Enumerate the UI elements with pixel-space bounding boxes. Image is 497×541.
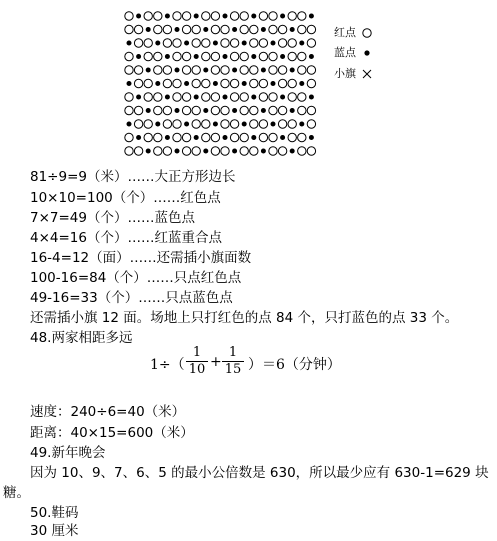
red-point [288, 52, 296, 60]
red-point [307, 147, 315, 155]
red-point [182, 93, 190, 101]
problem-50-title: 50.鞋码 [30, 505, 79, 521]
blue-point [175, 149, 180, 154]
blue-point [136, 14, 141, 19]
red-point [202, 12, 210, 20]
red-point [259, 79, 267, 87]
blue-point [251, 54, 256, 59]
formula-suffix: ）＝6（分钟） [248, 357, 341, 373]
red-point [307, 66, 315, 74]
red-point [144, 133, 152, 141]
red-point [182, 147, 190, 155]
problem-50-answer: 30 厘米 [30, 523, 79, 539]
fraction-1-numerator: 1 [186, 345, 208, 362]
blue-point [271, 81, 276, 86]
blue-point [194, 54, 199, 59]
red-point [134, 39, 142, 47]
blue-point [280, 14, 285, 19]
red-point [240, 12, 248, 20]
red-point [202, 39, 210, 47]
blue-point [155, 122, 160, 127]
blue-point [165, 54, 170, 59]
red-point [298, 25, 306, 33]
red-point [221, 120, 229, 128]
red-point [211, 52, 219, 60]
red-point [163, 39, 171, 47]
red-point [211, 66, 219, 74]
red-point [278, 39, 286, 47]
blue-point [261, 149, 266, 154]
red-point [182, 52, 190, 60]
blue-point [223, 95, 228, 100]
red-point [221, 66, 229, 74]
blue-point [232, 108, 237, 113]
red-point [240, 93, 248, 101]
red-point [250, 79, 258, 87]
blue-point [261, 68, 266, 73]
blue-point [127, 41, 132, 46]
red-point [144, 39, 152, 47]
blue-point [184, 41, 189, 46]
answer-line: 还需插小旗 12 面。场地上只打红色的点 84 个，只打蓝色的点 33 个。 [30, 310, 459, 326]
red-point [259, 52, 267, 60]
red-point [240, 147, 248, 155]
red-point [221, 25, 229, 33]
red-point [192, 66, 200, 74]
solution-line-6: 100-16=84（个）……只点红色点 [30, 270, 242, 286]
red-point [173, 39, 181, 47]
red-point [288, 12, 296, 20]
fraction-2-denominator: 15 [224, 362, 242, 377]
blue-point [232, 149, 237, 154]
red-point [250, 66, 258, 74]
red-point [278, 66, 286, 74]
red-point [307, 25, 315, 33]
blue-point [280, 135, 285, 140]
red-point [221, 39, 229, 47]
red-point [192, 147, 200, 155]
red-point [259, 12, 267, 20]
fraction-one-fifteenth [222, 345, 244, 378]
red-point [240, 52, 248, 60]
red-point [134, 25, 142, 33]
blue-point [232, 68, 237, 73]
blue-point [290, 108, 295, 113]
blue-point [242, 122, 247, 127]
solution-line-1: 81÷9=9（米）……大正方形边长 [30, 169, 236, 185]
problem-49-text-end: 糖。 [3, 485, 30, 501]
red-point [211, 133, 219, 141]
blue-point [175, 27, 180, 32]
blue-point [136, 54, 141, 59]
blue-point [242, 41, 247, 46]
red-point [125, 25, 133, 33]
red-point [182, 66, 190, 74]
blue-point [290, 68, 295, 73]
fraction-1-denominator: 10 [188, 362, 206, 377]
red-point [154, 66, 162, 74]
blue-point [136, 135, 141, 140]
blue-point [127, 81, 132, 86]
red-point [240, 133, 248, 141]
red-point [298, 106, 306, 114]
red-point [250, 25, 258, 33]
red-point [144, 12, 152, 20]
blue-point [194, 14, 199, 19]
blue-point [175, 108, 180, 113]
blue-point [271, 122, 276, 127]
red-point [230, 39, 238, 47]
blue-point [165, 14, 170, 19]
red-point [202, 52, 210, 60]
solution-line-7: 49-16=33（个）……只点蓝色点 [30, 290, 233, 306]
red-point [163, 66, 171, 74]
blue-point [261, 108, 266, 113]
blue-point [184, 122, 189, 127]
red-point [134, 79, 142, 87]
red-point [163, 25, 171, 33]
red-point [269, 147, 277, 155]
red-point [298, 12, 306, 20]
blue-point [309, 135, 314, 140]
blue-point [223, 135, 228, 140]
red-point [134, 147, 142, 155]
red-point [269, 52, 277, 60]
red-point [173, 120, 181, 128]
blue-point [280, 54, 285, 59]
red-point [298, 52, 306, 60]
blue-point [146, 68, 151, 73]
red-point [144, 79, 152, 87]
red-point [125, 93, 133, 101]
hollow-circle-icon [361, 27, 373, 39]
distance-line: 距离：40×15=600（米） [30, 425, 194, 441]
red-point [250, 120, 258, 128]
red-point [269, 106, 277, 114]
blue-point [165, 95, 170, 100]
solid-dot-icon [361, 47, 373, 59]
legend-flag-label: 小旗 [334, 67, 356, 80]
red-point [230, 93, 238, 101]
red-point [298, 133, 306, 141]
red-point [134, 106, 142, 114]
red-point [182, 133, 190, 141]
red-point [163, 120, 171, 128]
red-point [173, 133, 181, 141]
red-point [259, 133, 267, 141]
red-point [259, 120, 267, 128]
red-point [154, 93, 162, 101]
formula-prefix: 1÷（ [150, 357, 185, 373]
red-point [298, 66, 306, 74]
blue-point [309, 54, 314, 59]
red-point [269, 133, 277, 141]
red-point [173, 12, 181, 20]
fraction-2-numerator: 1 [222, 345, 244, 362]
red-point [288, 39, 296, 47]
solution-line-4: 4×4=16（个）……红蓝重合点 [30, 230, 222, 246]
red-point [221, 147, 229, 155]
red-point [211, 147, 219, 155]
red-point [240, 66, 248, 74]
red-point [163, 147, 171, 155]
blue-point [290, 149, 295, 154]
red-point [192, 25, 200, 33]
blue-point [194, 135, 199, 140]
red-point [259, 93, 267, 101]
blue-point [251, 95, 256, 100]
red-point [182, 106, 190, 114]
blue-point [271, 41, 276, 46]
blue-point [136, 95, 141, 100]
red-point [221, 79, 229, 87]
blue-point [223, 54, 228, 59]
red-point [154, 52, 162, 60]
red-point [269, 12, 277, 20]
red-point [307, 120, 315, 128]
red-point [269, 66, 277, 74]
blue-point [146, 149, 151, 154]
blue-point [242, 81, 247, 86]
red-point [202, 93, 210, 101]
red-point [154, 106, 162, 114]
red-point [192, 106, 200, 114]
red-point [307, 106, 315, 114]
red-point [202, 133, 210, 141]
red-point [230, 133, 238, 141]
red-point [202, 120, 210, 128]
blue-point [203, 108, 208, 113]
blue-point [146, 108, 151, 113]
cross-icon [361, 68, 373, 80]
red-point [211, 12, 219, 20]
red-point [269, 93, 277, 101]
red-point [211, 93, 219, 101]
blue-point [299, 81, 304, 86]
red-point [278, 147, 286, 155]
blue-point [213, 122, 218, 127]
problem-48-title: 48.两家相距多远 [30, 330, 133, 346]
blue-point [251, 135, 256, 140]
blue-point [290, 27, 295, 32]
red-point [192, 39, 200, 47]
blue-point [155, 81, 160, 86]
blue-point [213, 41, 218, 46]
red-point [307, 79, 315, 87]
blue-point [203, 149, 208, 154]
red-point [182, 25, 190, 33]
blue-point [165, 135, 170, 140]
blue-point [299, 41, 304, 46]
red-point [134, 120, 142, 128]
red-point [240, 25, 248, 33]
blue-point [213, 81, 218, 86]
blue-point [146, 27, 151, 32]
red-point [125, 12, 133, 20]
red-point [163, 79, 171, 87]
red-point [250, 147, 258, 155]
red-point [288, 120, 296, 128]
red-point [230, 12, 238, 20]
blue-point [280, 95, 285, 100]
red-point [173, 52, 181, 60]
legend-blue-label: 蓝点 [334, 46, 356, 59]
red-point [192, 120, 200, 128]
red-point [211, 25, 219, 33]
red-point [125, 52, 133, 60]
red-point [221, 106, 229, 114]
blue-point [309, 14, 314, 19]
problem-49-text: 因为 10、9、7、6、5 的最小公倍数是 630，所以最少应有 630-1=629 块 [30, 465, 489, 481]
blue-point [261, 27, 266, 32]
red-point [125, 133, 133, 141]
blue-point [155, 41, 160, 46]
blue-point [184, 81, 189, 86]
blue-point [223, 14, 228, 19]
red-point [259, 39, 267, 47]
red-point [288, 79, 296, 87]
red-point [173, 79, 181, 87]
red-point [134, 66, 142, 74]
solution-line-2: 10×10=100（个）……红色点 [30, 190, 221, 206]
red-point [154, 147, 162, 155]
fraction-one-tenth [186, 345, 208, 378]
red-point [288, 93, 296, 101]
red-point [230, 79, 238, 87]
red-point [211, 106, 219, 114]
red-point [288, 133, 296, 141]
red-point [125, 66, 133, 74]
red-point [154, 133, 162, 141]
red-point [144, 52, 152, 60]
red-point [278, 25, 286, 33]
red-point [307, 39, 315, 47]
red-point [230, 120, 238, 128]
red-point [278, 79, 286, 87]
problem-49-title: 49.新年晚会 [30, 445, 106, 461]
red-point [163, 106, 171, 114]
speed-line: 速度：240÷6=40（米） [30, 404, 186, 420]
red-point [278, 120, 286, 128]
red-point [144, 120, 152, 128]
red-point [230, 52, 238, 60]
red-point [240, 106, 248, 114]
blue-point [232, 27, 237, 32]
red-point [278, 106, 286, 114]
blue-point [203, 27, 208, 32]
blue-point [194, 95, 199, 100]
red-point [298, 93, 306, 101]
blue-point [127, 122, 132, 127]
blue-point [251, 14, 256, 19]
red-point [125, 106, 133, 114]
red-point [192, 79, 200, 87]
red-point [202, 79, 210, 87]
red-point [250, 39, 258, 47]
red-point [250, 106, 258, 114]
red-point [182, 12, 190, 20]
legend-red-label: 红点 [334, 26, 356, 39]
red-point [154, 25, 162, 33]
dot-grid-figure [0, 0, 497, 170]
red-point [269, 25, 277, 33]
red-point [298, 147, 306, 155]
formula-plus: + [210, 354, 222, 370]
red-point [144, 93, 152, 101]
red-point [125, 147, 133, 155]
solution-line-5: 16-4=12（面）……还需插小旗面数 [30, 250, 252, 266]
blue-point [175, 68, 180, 73]
solution-line-3: 7×7=49（个）……蓝色点 [30, 210, 195, 226]
blue-point [309, 95, 314, 100]
blue-point [299, 122, 304, 127]
blue-point [203, 68, 208, 73]
red-point [154, 12, 162, 20]
red-point [173, 93, 181, 101]
